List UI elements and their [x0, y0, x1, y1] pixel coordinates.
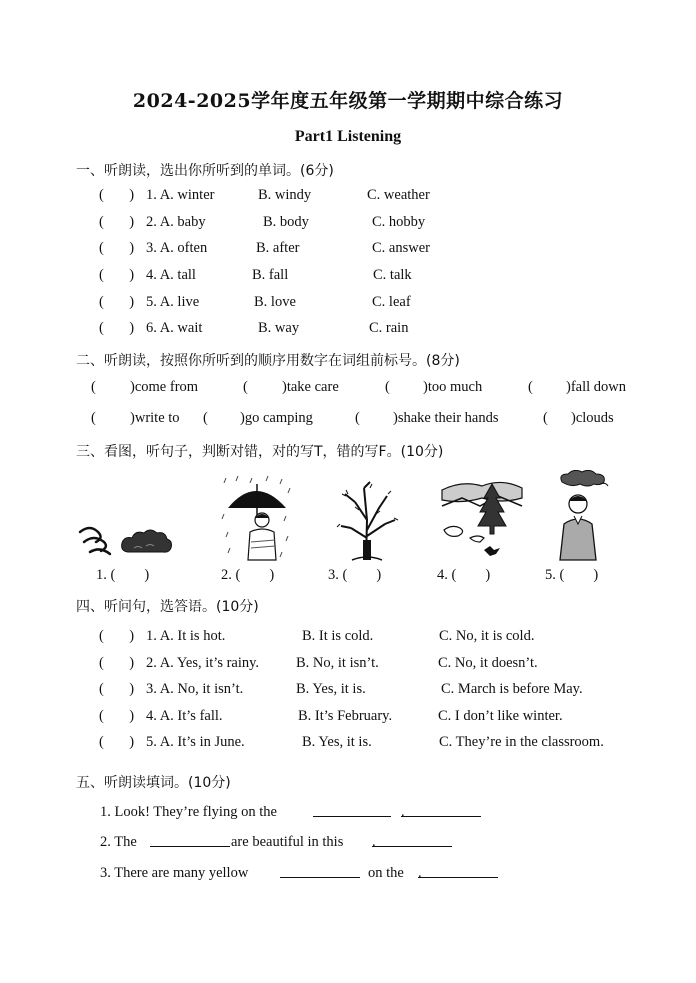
option-c: C. weather — [367, 187, 430, 203]
option-b: B. It is cold. — [302, 628, 374, 644]
option-c: C. March is before May. — [441, 681, 583, 697]
paren: ( — [91, 410, 96, 426]
paren: ( — [243, 379, 248, 395]
option-b: B. way — [258, 320, 300, 336]
phrase-text: clouds — [575, 410, 614, 426]
part-heading: Part1 Listening — [294, 128, 402, 145]
option-a: 2. A. baby — [146, 214, 206, 230]
option-a: 6. A. wait — [146, 320, 203, 336]
section-1-heading: 一、听朗读，选出你所听到的单词。(6分) — [76, 163, 334, 179]
picture-4-answer: 4. ( ) — [437, 567, 491, 583]
option-c: C. rain — [369, 320, 409, 336]
answer-bracket[interactable]: ( ) — [99, 734, 135, 750]
phrase-2: )take care — [282, 379, 339, 395]
option-a: 3. A. often — [146, 240, 208, 256]
phrase-4: )fall down — [566, 379, 627, 395]
phrase-text: take care — [286, 379, 339, 395]
phrase-3: )too much — [423, 379, 483, 395]
option-c: C. leaf — [372, 294, 411, 310]
paren: ( — [528, 379, 533, 395]
section-2-heading: 二、听朗读，按照你所听到的顺序用数字在词组前标号。(8分) — [76, 353, 460, 369]
picture-5-answer: 5. ( ) — [545, 567, 599, 583]
answer-number: 4. — [437, 567, 448, 583]
paren: ( — [385, 379, 390, 395]
option-b: B. No, it isn’t. — [296, 655, 379, 671]
page-title: 2024-2025学年度五年级第一学期期中综合练习 — [132, 90, 564, 112]
option-c: C. No, it is cold. — [439, 628, 535, 644]
phrase-text: fall down — [570, 379, 627, 395]
option-a: 3. A. No, it isn’t. — [146, 681, 244, 697]
answer-bracket[interactable]: ( ) — [99, 320, 135, 336]
paren: ( — [91, 379, 96, 395]
fill-line-text: 2. The — [100, 834, 137, 850]
phrase-6: )go camping — [240, 410, 313, 426]
answer-bracket[interactable]: ( ) — [99, 294, 135, 310]
option-c: C. hobby — [372, 214, 426, 230]
option-b: B. windy — [258, 187, 312, 203]
fill-blank[interactable]: . — [372, 834, 376, 851]
phrase-text: too much — [427, 379, 483, 395]
phrase-text: write to — [134, 410, 180, 426]
winter-landscape-picture — [440, 478, 524, 562]
answer-bracket[interactable]: ( ) — [99, 187, 135, 203]
phrase-text: come from — [134, 379, 199, 395]
option-c: C. No, it doesn’t. — [438, 655, 538, 671]
phrase-5: )write to — [130, 410, 180, 426]
fill-line-text: on the — [368, 865, 404, 881]
phrase-text: go camping — [244, 410, 313, 426]
answer-number: 5. — [545, 567, 556, 583]
phrase-8: )clouds — [571, 410, 614, 426]
rainy-umbrella-picture — [220, 474, 294, 562]
phrase-text: shake their hands — [397, 410, 499, 426]
option-a: 5. A. live — [146, 294, 200, 310]
section-4-heading: 四、听问句，选答语。(10分) — [76, 599, 259, 615]
windy-cloudy-picture — [76, 520, 188, 562]
bare-tree-picture — [332, 480, 404, 562]
picture-2-answer: 2. ( ) — [221, 567, 275, 583]
paren: ( — [543, 410, 548, 426]
option-b: B. Yes, it is. — [296, 681, 366, 697]
man-under-cloud-picture — [556, 470, 614, 562]
option-b: B. fall — [252, 267, 289, 283]
phrase-1: )come from — [130, 379, 199, 395]
option-a: 5. A. It’s in June. — [146, 734, 245, 750]
option-c: C. answer — [372, 240, 430, 256]
fill-line-text: 1. Look! They’re flying on the — [100, 804, 277, 820]
paren: ( — [203, 410, 208, 426]
answer-bracket[interactable]: ( ) — [99, 708, 135, 724]
paren: ( — [355, 410, 360, 426]
option-a: 2. A. Yes, it’s rainy. — [146, 655, 260, 671]
fill-line-text: are beautiful in this — [231, 834, 344, 850]
option-c: C. I don’t like winter. — [438, 708, 563, 724]
answer-bracket[interactable]: ( ) — [99, 655, 135, 671]
fill-blank[interactable]: . — [401, 804, 405, 821]
option-a: 1. A. It is hot. — [146, 628, 226, 644]
fill-blank[interactable]: . — [418, 865, 422, 882]
section-3-heading: 三、看图，听句子，判断对错，对的写T，错的写F。(10分) — [76, 444, 444, 460]
answer-bracket[interactable]: ( ) — [99, 214, 135, 230]
option-c: C. They’re in the classroom. — [439, 734, 604, 750]
option-b: B. Yes, it is. — [302, 734, 372, 750]
answer-bracket[interactable]: ( ) — [99, 267, 135, 283]
section-5-heading: 五、听朗读填词。(10分) — [76, 775, 231, 791]
answer-number: 1. — [96, 567, 107, 583]
picture-1-answer: 1. ( ) — [96, 567, 150, 583]
answer-number: 2. — [221, 567, 232, 583]
option-b: B. love — [254, 294, 296, 310]
option-b: B. body — [263, 214, 309, 230]
answer-bracket[interactable]: ( ) — [99, 628, 135, 644]
fill-line-text: 3. There are many yellow — [100, 865, 249, 881]
picture-3-answer: 3. ( ) — [328, 567, 382, 583]
option-b: B. It’s February. — [298, 708, 393, 724]
option-a: 4. A. tall — [146, 267, 196, 283]
option-c: C. talk — [373, 267, 412, 283]
option-a: 4. A. It’s fall. — [146, 708, 223, 724]
answer-bracket[interactable]: ( ) — [99, 681, 135, 697]
option-a: 1. A. winter — [146, 187, 215, 203]
answer-bracket[interactable]: ( ) — [99, 240, 135, 256]
option-b: B. after — [256, 240, 300, 256]
phrase-7: )shake their hands — [393, 410, 499, 426]
answer-number: 3. — [328, 567, 339, 583]
